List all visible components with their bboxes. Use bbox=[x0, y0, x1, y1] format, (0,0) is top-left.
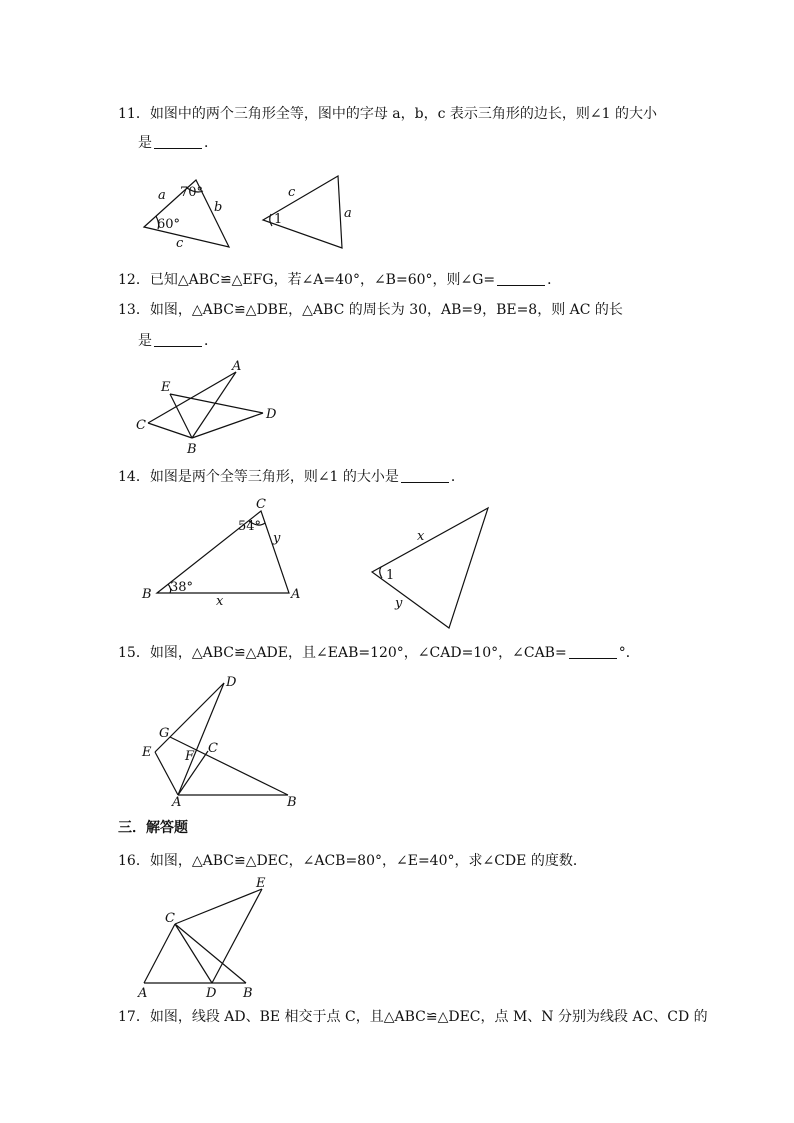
q13-prefix: 是 bbox=[138, 333, 152, 349]
q14-suffix: ． bbox=[450, 469, 465, 485]
q15-prefix: 15．如图，△ABC≌△ADE，且∠EAB=120°，∠CAD=10°，∠CAB= bbox=[118, 645, 567, 661]
q16-segment-AC bbox=[144, 924, 175, 983]
q13-label-D: D bbox=[266, 407, 277, 422]
q13-label-B: B bbox=[187, 442, 197, 457]
q16-label-A: A bbox=[138, 986, 148, 1001]
q14-angle-38: 38° bbox=[170, 580, 194, 595]
q14-angle-54: 54° bbox=[238, 519, 262, 534]
q17-text: 17．如图，线段 AD、BE 相交于点 C，且△ABC≌△DEC，点 M、N 分别为线段 AC、CD 的 bbox=[118, 1009, 708, 1025]
q15-segment-AD bbox=[178, 683, 224, 795]
q16-segment-CE bbox=[175, 889, 262, 924]
q11-angle-70: 70° bbox=[180, 185, 204, 200]
q13-segment-BD bbox=[192, 413, 263, 438]
q14-label-C: C bbox=[256, 497, 266, 512]
q11-angle-1: 1 bbox=[274, 212, 283, 227]
q16-text: 16．如图，△ABC≌△DEC，∠ACB=80°，∠E=40°，求∠CDE 的度数． bbox=[118, 853, 587, 869]
q16-figure bbox=[137, 876, 266, 1001]
q14-angle-arc-1 bbox=[380, 567, 382, 578]
q11-label-b: b bbox=[214, 200, 223, 215]
q11-angle-arc-1 bbox=[270, 214, 272, 226]
q14-figure bbox=[141, 497, 488, 628]
q14-label-y2: y bbox=[395, 596, 403, 611]
q16-label-D: D bbox=[206, 986, 217, 1001]
q11-angle-60: 60° bbox=[157, 217, 181, 232]
q13-text-line1: 13．如图，△ABC≌△DBE，△ABC 的周长为 30，AB=9，BE=8，则 AC 的长 bbox=[118, 302, 623, 318]
q14-label-A: A bbox=[291, 587, 301, 602]
q14-label-x2: x bbox=[417, 529, 425, 544]
q11-label-a: a bbox=[158, 188, 166, 203]
q14-angle-1: 1 bbox=[386, 568, 395, 583]
q15-label-C: C bbox=[208, 741, 218, 756]
q13-suffix: ． bbox=[204, 333, 218, 349]
q12-suffix: ． bbox=[547, 272, 562, 288]
q15-label-A: A bbox=[172, 795, 182, 810]
q11-label-c: c bbox=[176, 236, 184, 251]
section-title-answer-questions: 三．解答题 bbox=[118, 820, 188, 836]
q15-figure bbox=[141, 675, 297, 810]
q14-label-B: B bbox=[142, 587, 152, 602]
q16-segment-DE bbox=[212, 889, 262, 983]
q15-label-E: E bbox=[142, 745, 152, 760]
q14-prefix: 14．如图是两个全等三角形，则∠1 的大小是 bbox=[118, 469, 399, 485]
q14-label-y: y bbox=[273, 531, 281, 546]
q15-label-D: D bbox=[226, 675, 237, 690]
q15-segment-GB bbox=[170, 737, 288, 795]
q11-figure bbox=[144, 176, 352, 251]
q11-suffix: ． bbox=[204, 135, 218, 151]
q16-segment-CB bbox=[175, 924, 246, 983]
q16-label-B: B bbox=[243, 986, 253, 1001]
q15-label-G: G bbox=[159, 726, 170, 741]
q14-label-x: x bbox=[216, 594, 224, 609]
q16-segment-CD bbox=[175, 924, 212, 983]
q12-prefix: 12．已知△ABC≌△EFG，若∠A=40°，∠B=60°，则∠G= bbox=[118, 272, 496, 288]
q15-label-B: B bbox=[287, 795, 297, 810]
q16-label-C: C bbox=[165, 911, 175, 926]
q11-prefix: 是 bbox=[138, 135, 152, 151]
q13-segment-BA bbox=[192, 372, 236, 438]
q13-label-C: C bbox=[136, 418, 146, 433]
q11-text-line1: 11．如图中的两个三角形全等，图中的字母 a，b，c 表示三角形的边长，则∠1 的大小 bbox=[118, 106, 657, 122]
q13-label-A: A bbox=[232, 359, 242, 374]
q11-label-a2: a bbox=[344, 206, 352, 221]
q13-figure bbox=[136, 359, 277, 457]
q13-segment-ED bbox=[170, 394, 263, 413]
q16-label-E: E bbox=[256, 876, 266, 891]
q11-label-c2: c bbox=[288, 185, 296, 200]
q13-label-E: E bbox=[161, 380, 171, 395]
q15-suffix: °． bbox=[618, 645, 640, 661]
q15-label-F: F bbox=[185, 749, 195, 764]
q15-segment-AE bbox=[155, 752, 178, 795]
